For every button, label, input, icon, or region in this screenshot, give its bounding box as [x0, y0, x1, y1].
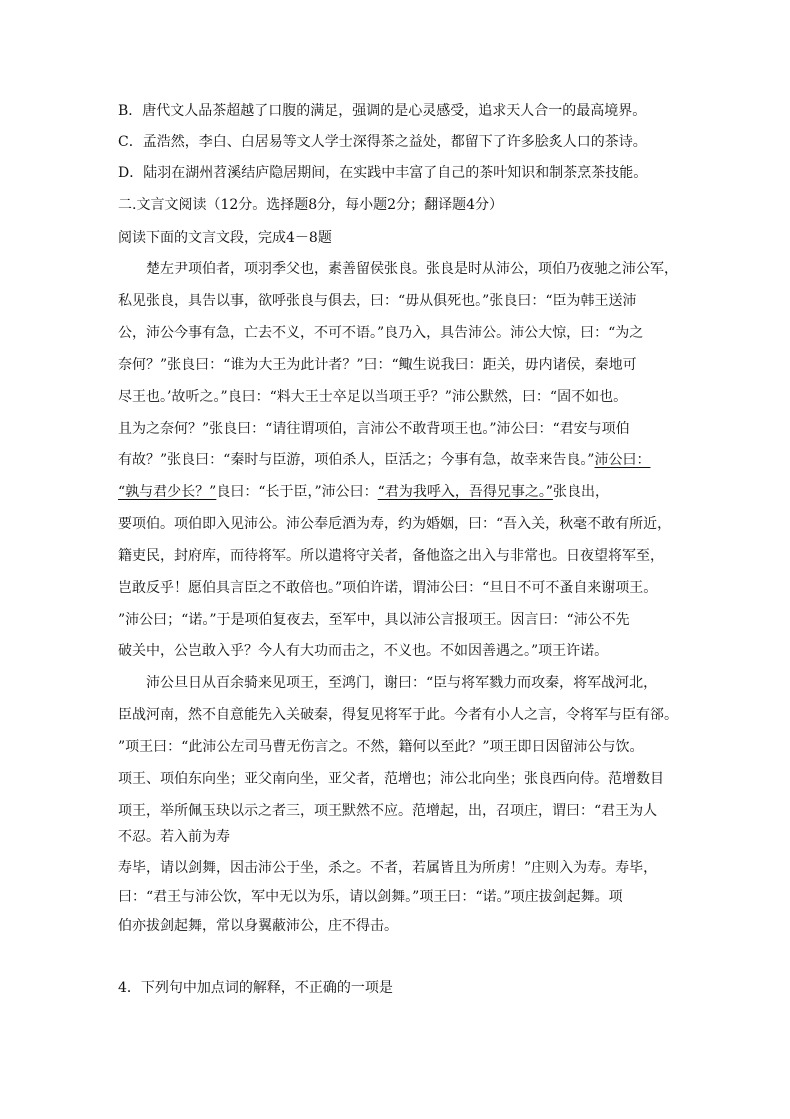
passage-text: 良曰：“长于臣，”沛公曰： [216, 484, 378, 500]
passage-line [118, 482, 678, 504]
passage-line: 伯亦拔剑起舞，常以身翼蔽沛公，庄不得击。 [118, 918, 398, 934]
passage-line: 公，沛公今事有急，亡去不义，不可不语。”良乃入，具告沛公。沛公大惊，曰：“为之 [118, 325, 644, 341]
passage-line: 私见张良，具告以事，欲呼张良与俱去，曰：“毋从俱死也。”张良曰：“臣为韩王送沛 [118, 293, 637, 309]
passage-line: 曰：“君王与沛公饮，军中无以为乐，请以剑舞。”项王曰：“诺。”项庄拔剑起舞。项 [118, 889, 623, 905]
passage-line: ”项王曰：“此沛公左司马曹无伤言之。不然，籍何以至此？”项王即日因留沛公与饮。 [118, 739, 644, 755]
passage-line: 寿毕，请以剑舞，因击沛公于坐，杀之。不者，若属皆且为所虏！”庄则入为寿。寿毕， [118, 860, 658, 876]
passage-line: 奈何？”张良曰：“谁为大王为此计者？”曰：“鲰生说我曰：距关，毋内诸侯，秦地可 [118, 357, 637, 373]
passage-line: 沛公旦日从百余骑来见项王，至鸿门，谢曰：“臣与将军戮力而攻秦，将军战河北， [146, 675, 658, 691]
passage-line: 岂敢反乎！愿伯具言臣之不敢倍也。”项伯许诺，谓沛公曰：“旦日不可不蚤自来谢项王。 [118, 580, 658, 596]
passage-line [118, 450, 678, 472]
question-4: 4．下列句中加点词的解释，不正确的一项是 [118, 980, 393, 996]
passage-line: 臣战河南，然不自意能先入关破秦，得复见将军于此。今者有小人之言，令将军与臣有郤。 [118, 707, 678, 723]
passage-text: 有故？”张良曰：“秦时与臣游，项伯杀人，臣活之；今事有急，故幸来告良。” [118, 452, 595, 468]
underlined-text: 沛公曰： [594, 452, 651, 468]
underlined-text: “君为我呼入，吾得兄事之。” [377, 484, 553, 500]
passage-line: 且为之奈何？”张良曰：“请往谓项伯，言沛公不敢背项王也。”沛公曰：“君安与项伯 [118, 421, 630, 437]
instruction: 阅读下面的文言文段，完成4－8题 [118, 230, 332, 246]
option-c: C．孟浩然，李白、白居易等文人学士深得茶之益处，都留下了许多脍炙人口的茶诗。 [118, 134, 647, 150]
option-b: B．唐代文人品茶超越了口腹的满足，强调的是心灵感受，追求天人合一的最高境界。 [118, 103, 647, 119]
passage-line: 尽王也。’故听之。”良曰：“料大王士卒足以当项王乎？”沛公默然，曰：“固不如也。 [118, 389, 628, 405]
passage-line: 项王、项伯东向坐；亚父南向坐，亚父者，范增也；沛公北向坐；张良西向侍。范增数目 [118, 771, 664, 787]
underlined-text: “孰与君少长？” [118, 484, 217, 500]
option-d: D．陆羽在湖州苕溪结庐隐居期间，在实践中丰富了自己的茶叶知识和制茶烹茶技能。 [118, 165, 648, 181]
passage-text: 张良出， [552, 484, 609, 500]
passage-line: 破关中，公岂敢入乎？今人有大功而击之，不义也。不如因善遇之。”项王许诺。 [118, 643, 609, 659]
passage-line: 楚左尹项伯者，项羽季父也，素善留侯张良。张良是时从沛公，项伯乃夜驰之沛公军， [146, 261, 678, 277]
passage-line: 要项伯。项伯即入见沛公。沛公奉卮酒为寿，约为婚姻，曰：“吾入关，秋毫不敢有所近， [118, 516, 672, 532]
passage-line: 籍吏民，封府库，而待将军。所以遣将守关者，备他盗之出入与非常也。日夜望将军至， [118, 548, 664, 564]
passage-line: 不忍。若入前为寿 [118, 829, 230, 845]
passage-line: 项王，举所佩玉玦以示之者三，项王默然不应。范增起，出，召项庄，谓曰：“君王为人 [118, 803, 658, 819]
passage-line: ”沛公曰；“诺。”于是项伯复夜去，至军中，具以沛公言报项王。因言曰：“沛公不先 [118, 612, 630, 628]
section-heading: 二.文言文阅读（12分。选择题8分，每小题2分；翻译题4分） [118, 197, 503, 213]
